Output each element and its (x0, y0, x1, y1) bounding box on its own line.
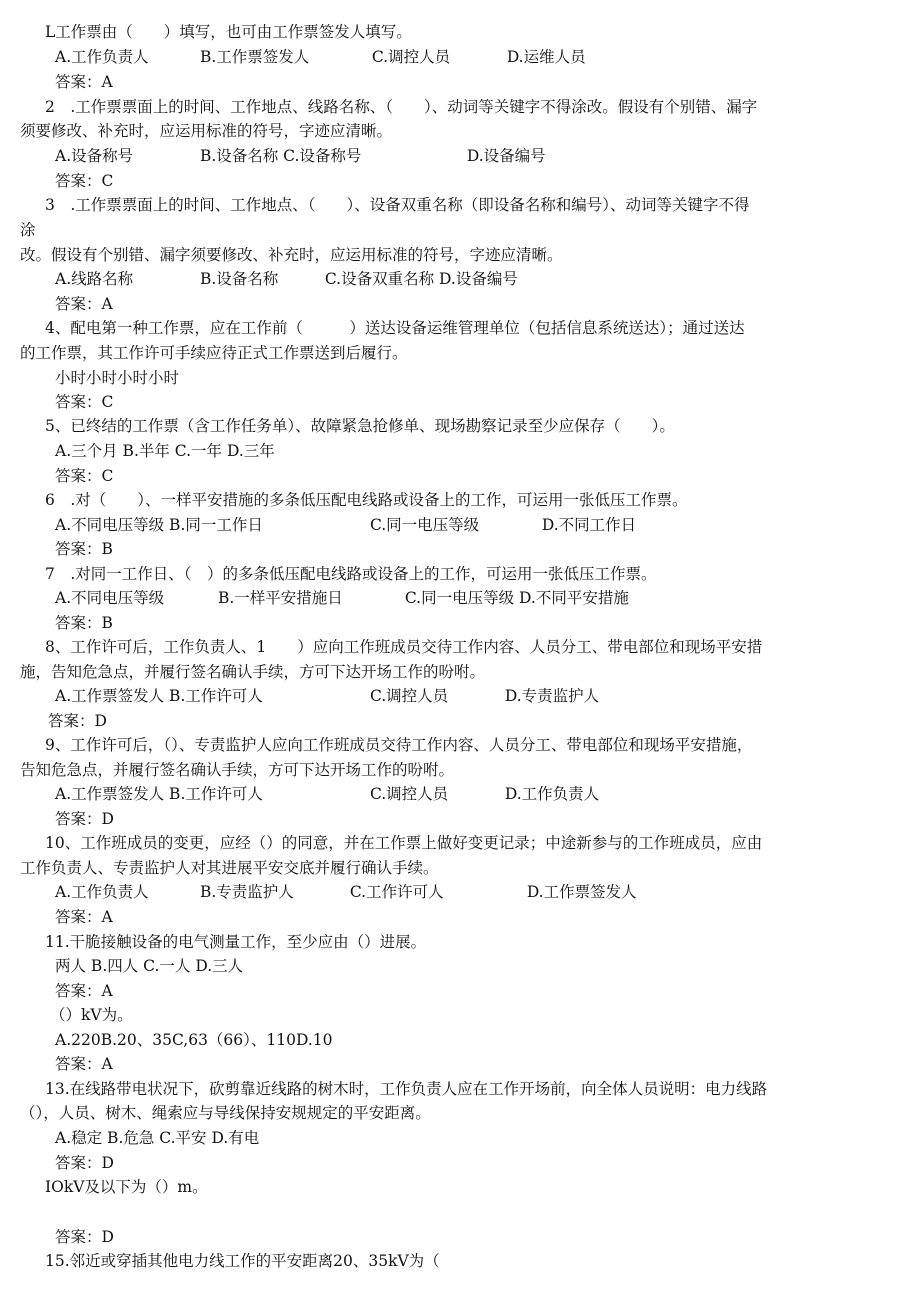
question-stem: 7 .对同一工作日、（ ）的多条低压配电线路或设备上的工作，可运用一张低压工作票。 (45, 565, 657, 583)
answer: 答案：D (48, 712, 107, 730)
options-line (55, 146, 546, 166)
option: C.调控人员 (369, 785, 449, 803)
option: B.工作票签发人 (199, 48, 310, 66)
option: D.专责监护人 (504, 687, 600, 705)
answer: 答案：A (55, 73, 113, 91)
question-stem: （），人员、树木、绳索应与导线保持安规规定的平安距离。 (20, 1104, 431, 1122)
options-line (55, 269, 518, 289)
options-line (55, 588, 629, 608)
question-stem: 6 .对（ ）、一样平安措施的多条低压配电线路或设备上的工作，可运用一张低压工作票。 (45, 491, 688, 509)
option: A.工作负责人 (55, 48, 149, 66)
question-stem: 工作负责人、专责监护人对其进展平安交底并履行确认手续。 (20, 859, 439, 877)
question-stem: 施，告知危急点，并履行签名确认手续，方可下达开场工作的吩咐。 (20, 663, 486, 681)
question-stem: 告知危急点，并履行签名确认手续，方可下达开场工作的吩咐。 (20, 761, 455, 779)
answer: 答案：A (55, 1055, 113, 1073)
option: C.工作许可人 (349, 883, 444, 901)
question-stem: 3 .工作票票面上的时间、工作地点、（ ）、设备双重名称（即设备名称和编号）、动词等关键字不得 (45, 196, 750, 214)
option: A.工作票签发人 B.工作许可人 (55, 785, 263, 803)
question-stem: IOkV及以下为（）m。 (45, 1178, 208, 1196)
option: A.不同电压等级 (55, 589, 165, 607)
options-line: A.稳定 B.危急 C.平安 D.有电 (55, 1129, 260, 1147)
question-stem: L工作票由（ ）填写，也可由工作票签发人填写。 (45, 23, 412, 41)
option: D.设备编号 (466, 147, 546, 165)
option: A.设备称号 (55, 147, 134, 165)
option: B.一样平安措施日 (217, 589, 343, 607)
option: C.同一电压等级 D.不同平安措施 (404, 589, 629, 607)
question-stem: （）kV为。 (50, 1006, 133, 1024)
question-stem: 改。假设有个别错、漏字须要修改、补充时，应运用标准的符号，字迹应清晰。 (20, 246, 563, 264)
option: A.不同电压等级 B.同一工作日 (55, 516, 263, 534)
question-stem: 2 .工作票票面上的时间、工作地点、线路名称、（ ）、动词等关键字不得涂改。假设有个别错、漏字 (45, 98, 758, 116)
answer: 答案：D (55, 1228, 114, 1246)
question-stem: 15.邻近或穿插其他电力线工作的平安距离20、35kV为（ (45, 1252, 440, 1270)
answer: 答案：C (55, 467, 114, 485)
answer: 答案：C (55, 172, 114, 190)
option: D.工作负责人 (504, 785, 600, 803)
answer: 答案：B (55, 614, 113, 632)
answer: 答案：A (55, 295, 113, 313)
question-stem: 的工作票，其工作许可手续应待正式工作票送到后履行。 (20, 344, 408, 362)
answer: 答案：A (55, 982, 113, 1000)
question-stem: 11.干脆接触设备的电气测量工作，至少应由（）进展。 (45, 933, 427, 951)
options-line (55, 686, 599, 706)
options-line: A.三个月 B.半年 C.一年 D.三年 (55, 442, 275, 460)
question-stem: 4、配电第一种工作票，应在工作前（ ）送达设备运维管理单位（包括信息系统送达）；通过送达 (45, 319, 745, 337)
question-stem: 8、工作许可后，工作负责人、1 ）应向工作班成员交待工作内容、人员分工、带电部位和现场平安措 (45, 638, 763, 656)
options-line (55, 47, 586, 67)
option: B.专责监护人 (199, 883, 294, 901)
option: A.工作票签发人 B.工作许可人 (55, 687, 263, 705)
options-line: 小时小时小时小时 (55, 369, 180, 387)
options-line (55, 882, 637, 902)
answer: 答案：C (55, 393, 114, 411)
option: C.同一电压等级 (369, 516, 480, 534)
question-stem: 9、工作许可后，（）、专责监护人应向工作班成员交待工作内容、人员分工、带电部位和现场平安措施， (45, 736, 753, 754)
answer: 答案：D (55, 810, 114, 828)
option: C.设备双重名称 D.设备编号 (324, 270, 518, 288)
option: B.设备名称 C.设备称号 (199, 147, 362, 165)
option: C.调控人员 (371, 48, 451, 66)
question-stem: 涂 (20, 221, 36, 239)
option: A.线路名称 (55, 270, 134, 288)
option: D.不同工作日 (541, 516, 637, 534)
options-line (55, 784, 599, 804)
question-stem: 13.在线路带电状况下，砍剪靠近线路的树木时，工作负责人应在工作开场前，向全体人员说明：电力线路 (45, 1080, 768, 1098)
answer: 答案：A (55, 908, 113, 926)
option: D.运维人员 (506, 48, 586, 66)
option: A.工作负责人 (55, 883, 149, 901)
options-line (55, 515, 636, 535)
options-line: 两人 B.四人 C.一人 D.三人 (55, 957, 244, 975)
question-stem: 10、工作班成员的变更，应经（）的同意，并在工作票上做好变更记录；中途新参与的工作班成员，应由 (45, 834, 763, 852)
option: C.调控人员 (369, 687, 449, 705)
option: B.设备名称 (199, 270, 279, 288)
option: D.工作票签发人 (526, 883, 637, 901)
answer: 答案：D (55, 1154, 114, 1172)
question-stem: 须要修改、补充时，应运用标准的符号，字迹应清晰。 (20, 122, 393, 140)
options-line: A.220B.20、35C,63（66）、110D.10 (55, 1031, 333, 1049)
question-stem: 5、已终结的工作票（含工作任务单）、故障紧急抢修单、现场勘察记录至少应保存（ ）。 (45, 417, 675, 435)
answer: 答案：B (55, 540, 113, 558)
